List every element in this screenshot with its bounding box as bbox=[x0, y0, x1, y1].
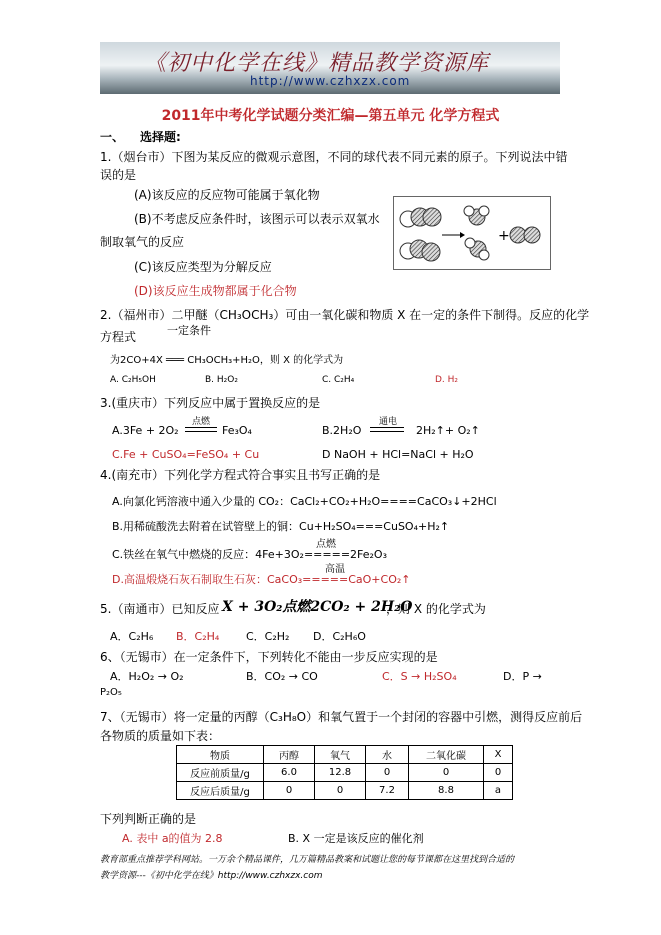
table-cell: a bbox=[484, 782, 513, 800]
table-header: X bbox=[484, 746, 513, 764]
q7-option-b: B. X 一定是该反应的催化剂 bbox=[288, 832, 424, 845]
q5-option-d: D．C₂H₆O bbox=[313, 630, 366, 643]
reactant-molecule-1 bbox=[400, 208, 441, 227]
q4-option-b: B.用稀硫酸洗去附着在试管壁上的铜：Cu+H₂SO₄===CuSO₄+H₂↑ bbox=[112, 520, 450, 533]
q2-option-d: D. H₂ bbox=[435, 375, 459, 385]
q4-d-condition: 高温 bbox=[325, 564, 345, 575]
q1-option-b: (B)不考虑反应条件时，该图示可以表示双氧水 bbox=[134, 212, 380, 226]
table-cell: 0 bbox=[366, 764, 409, 782]
table-row bbox=[177, 764, 513, 782]
q3-option-b: B.2H₂O bbox=[322, 424, 362, 437]
q6-option-b: B．CO₂ → CO bbox=[246, 670, 318, 683]
product-molecule-3 bbox=[510, 227, 540, 243]
q7-after: 下列判断正确的是 bbox=[100, 812, 197, 826]
q3-a-product: Fe₃O₄ bbox=[222, 424, 252, 437]
q6-option-d: D．P → bbox=[503, 670, 542, 683]
q3-option-d: D NaOH + HCl=NaCl + H₂O bbox=[322, 448, 474, 461]
banner-url[interactable]: http://www.czhxzx.com bbox=[250, 74, 411, 88]
q4-stem: 4.(南充市）下列化学方程式符合事实且书写正确的是 bbox=[100, 468, 381, 482]
q6-option-c: C．S → H₂SO₄ bbox=[382, 670, 457, 683]
table-cell: 8.8 bbox=[409, 782, 484, 800]
q4-option-c: C.铁丝在氧气中燃烧的反应：4Fe+3O₂=====2Fe₂O₃ bbox=[112, 548, 388, 561]
q5-tail: ，则 X 的化学式为 bbox=[386, 602, 486, 616]
section-label: 选择题: bbox=[140, 130, 181, 144]
q3-option-a: A.3Fe + 2O₂ bbox=[112, 424, 179, 437]
table-header: 物质 bbox=[177, 746, 264, 764]
table-cell: 12.8 bbox=[315, 764, 366, 782]
q5-option-b: B．C₂H₄ bbox=[176, 630, 220, 643]
q5-option-a: A．C₂H₆ bbox=[110, 630, 154, 643]
banner-title: 《初中化学在线》精品教学资源库 bbox=[144, 51, 490, 76]
q2-option-a: A. C₂H₅OH bbox=[110, 375, 156, 385]
footer-line1: 教育部重点推荐学科网站。一万余个精品课件，几万篇精品教案和试题让您的每节课都在这里找到合适的 bbox=[100, 855, 515, 865]
q2-stem-line1: 2.（福州市）二甲醚（CH₃OCH₃）可由一氧化碳和物质 X 在一定的条件下制得。反应的化学 bbox=[100, 308, 590, 322]
q3-option-c: C.Fe + CuSO₄=FeSO₄ + Cu bbox=[112, 448, 260, 461]
table-header: 水 bbox=[366, 746, 409, 764]
q3-b-product: 2H₂↑+ O₂↑ bbox=[416, 424, 480, 437]
table-cell: 0 bbox=[264, 782, 315, 800]
q1-stem-line1: 1.（烟台市）下图为某反应的微观示意图，不同的球代表不同元素的原子。下列说法中错 bbox=[100, 150, 568, 164]
q7-stem-line2: 各物质的质量如下表： bbox=[100, 729, 221, 743]
q3-b-equals bbox=[370, 427, 404, 432]
q6-option-a: A．H₂O₂ → O₂ bbox=[110, 670, 184, 683]
q4-c-condition: 点燃 bbox=[316, 539, 336, 550]
product-molecule-2 bbox=[465, 238, 489, 260]
q3-a-condition: 点燃 bbox=[192, 417, 211, 427]
section-number: 一、 bbox=[100, 130, 125, 144]
table-header: 二氧化碳 bbox=[409, 746, 484, 764]
footer-line2: 教学资源---《初中化学在线》http://www.czhxzx.com bbox=[100, 871, 323, 881]
mass-table bbox=[176, 745, 513, 800]
q1-option-a: (A)该反应的反应物可能属于氧化物 bbox=[134, 188, 320, 202]
q5-formula: X + 3O₂点燃2CO₂ + 2H₂O bbox=[222, 599, 413, 615]
q4-option-a: A.向氯化钙溶液中通入少量的 CO₂：CaCl₂+CO₂+H₂O====CaCO₃↓+2HCl bbox=[112, 495, 497, 508]
banner bbox=[100, 42, 560, 94]
q3-a-equals bbox=[185, 427, 217, 432]
q1-option-b-cont: 制取氧气的反应 bbox=[100, 235, 185, 249]
q5-stem: 5.（南通市）已知反应 bbox=[100, 602, 220, 616]
table-header: 丙醇 bbox=[264, 746, 315, 764]
q5-option-c: C．C₂H₂ bbox=[246, 630, 290, 643]
reaction-diagram bbox=[393, 196, 551, 270]
table-cell: 反应后质量/g bbox=[177, 782, 264, 800]
q1-stem-line2: 误的是 bbox=[100, 168, 137, 182]
reaction-arrow-head bbox=[460, 232, 465, 238]
q2-condition: 一定条件 bbox=[167, 324, 211, 337]
table-cell: 0 bbox=[409, 764, 484, 782]
table-row bbox=[177, 782, 513, 800]
reactant-molecule-2 bbox=[400, 240, 440, 261]
table-cell: 7.2 bbox=[366, 782, 409, 800]
q4-option-d: D.高温煅烧石灰石制取生石灰：CaCO₃=====CaO+CO₂↑ bbox=[112, 573, 411, 586]
table-header-row bbox=[177, 746, 513, 764]
page-title: 2011年中考化学试题分类汇编—第五单元 化学方程式 bbox=[161, 108, 500, 124]
plus-sign: + bbox=[498, 228, 510, 244]
table-header: 氧气 bbox=[315, 746, 366, 764]
q7-stem-line1: 7、（无锡市）将一定量的丙醇（C₃H₈O）和氧气置于一个封闭的容器中引燃，测得反应前后 bbox=[100, 710, 583, 724]
q6-stem: 6、（无锡市）在一定条件下，下列转化不能由一步反应实现的是 bbox=[100, 650, 438, 664]
table-cell: 0 bbox=[315, 782, 366, 800]
q6-option-d-cont: P₂O₅ bbox=[100, 687, 122, 698]
table-cell: 6.0 bbox=[264, 764, 315, 782]
q1-option-c: (C)该反应类型为分解反应 bbox=[134, 260, 272, 274]
q7-option-a: A. 表中 a的值为 2.8 bbox=[122, 832, 223, 845]
table-cell: 0 bbox=[484, 764, 513, 782]
table-cell: 反应前质量/g bbox=[177, 764, 264, 782]
q2-equation: 为2CO+4X ═══ CH₃OCH₃+H₂O，则 X 的化学式为 bbox=[110, 355, 344, 366]
q2-option-c: C. C₂H₄ bbox=[322, 375, 355, 385]
q3-stem: 3.(重庆市）下列反应中属于置换反应的是 bbox=[100, 396, 321, 410]
q1-option-d: (D)该反应生成物都属于化合物 bbox=[134, 284, 297, 298]
product-molecule-1 bbox=[464, 206, 489, 225]
q3-b-condition: 通电 bbox=[379, 417, 398, 427]
q2-stem-line2: 方程式 bbox=[100, 330, 137, 344]
reaction-diagram-svg bbox=[394, 197, 550, 269]
q2-option-b: B. H₂O₂ bbox=[205, 375, 238, 385]
